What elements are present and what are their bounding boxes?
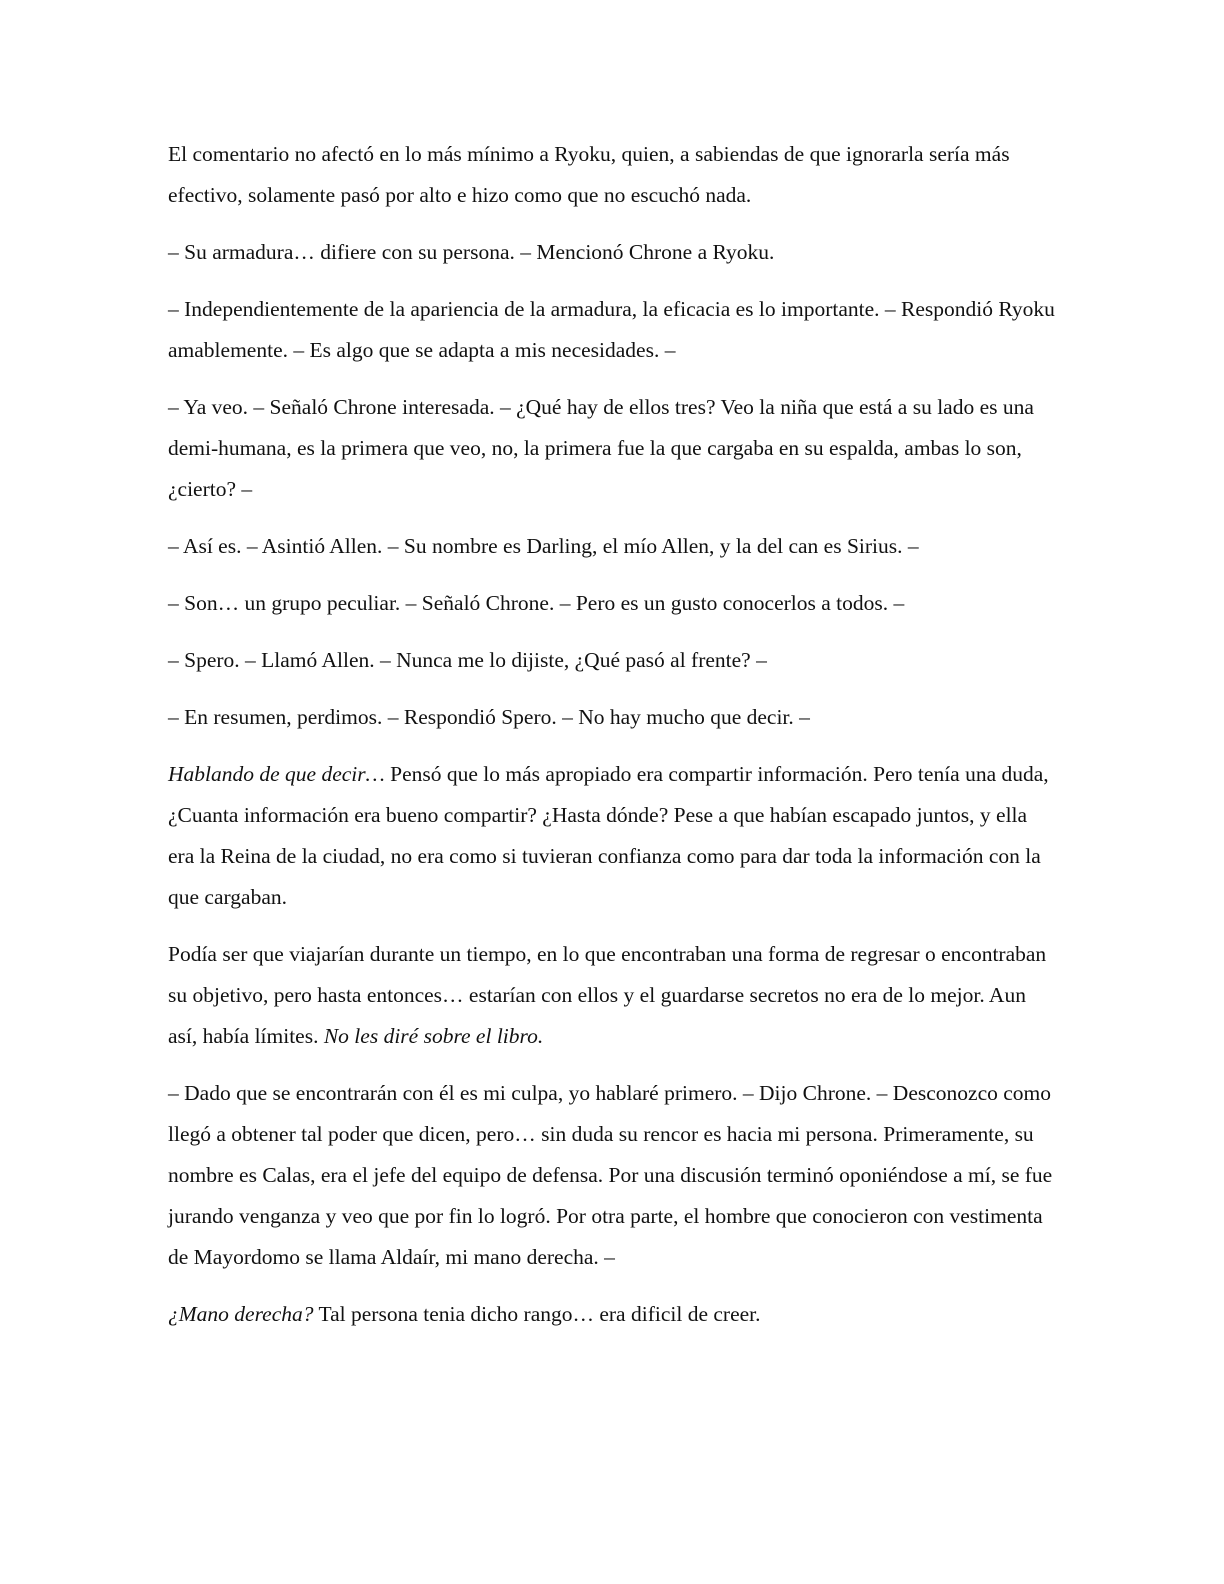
paragraph-10 <box>168 934 1058 1057</box>
paragraph-7-text: – Spero. – Llamó Allen. – Nunca me lo dijiste, ¿Qué pasó al frente? – <box>168 648 767 672</box>
paragraph-11 <box>168 1073 1058 1278</box>
paragraph-10-italic: No les diré sobre el libro. <box>323 1024 544 1048</box>
paragraph-9-italic: Hablando de que decir… <box>168 762 385 786</box>
paragraph-8-text: – En resumen, perdimos. – Respondió Spero. – No hay mucho que decir. – <box>168 705 810 729</box>
paragraph-8 <box>168 697 1058 738</box>
paragraph-5-text: – Así es. – Asintió Allen. – Su nombre es Darling, el mío Allen, y la del can es Sirius. – <box>168 534 919 558</box>
paragraph-4 <box>168 387 1058 510</box>
paragraph-6-text: – Son… un grupo peculiar. – Señaló Chrone. – Pero es un gusto conocerlos a todos. – <box>168 591 905 615</box>
paragraph-3-text: – Independientemente de la apariencia de la armadura, la eficacia es lo importante. – Respondió Ryoku amablemente. – Es algo que se adapta a mis necesidades. – <box>168 297 1055 362</box>
paragraph-7 <box>168 640 1058 681</box>
paragraph-6 <box>168 583 1058 624</box>
paragraph-12-italic: ¿Mano derecha? <box>168 1302 314 1326</box>
paragraph-12-text: Tal persona tenia dicho rango… era dificil de creer. <box>313 1302 761 1326</box>
paragraph-2-text: – Su armadura… difiere con su persona. – Mencionó Chrone a Ryoku. <box>168 240 775 264</box>
paragraph-10-text: Podía ser que viajarían durante un tiempo, en lo que encontraban una forma de regresar o encontraban su objetivo, pero hasta entonces… estarían con ellos y el guardarse secretos no era de lo mejor. Aun así, había límites. <box>168 942 1047 1048</box>
document-page <box>168 134 1058 1351</box>
paragraph-4-text: – Ya veo. – Señaló Chrone interesada. – ¿Qué hay de ellos tres? Veo la niña que está a su lado es una demi-humana, es la primera que veo, no, la primera fue la que cargaba en su espalda, ambas lo son, ¿cierto? – <box>168 395 1034 501</box>
paragraph-12 <box>168 1294 1058 1335</box>
paragraph-9 <box>168 754 1058 918</box>
paragraph-1 <box>168 134 1058 216</box>
paragraph-3 <box>168 289 1058 371</box>
paragraph-5 <box>168 526 1058 567</box>
paragraph-1-text: El comentario no afectó en lo más mínimo a Ryoku, quien, a sabiendas de que ignorarla sería más efectivo, solamente pasó por alto e hizo como que no escuchó nada. <box>168 142 1010 207</box>
paragraph-2 <box>168 232 1058 273</box>
paragraph-9-text: Pensó que lo más apropiado era compartir información. Pero tenía una duda, ¿Cuanta información era bueno compartir? ¿Hasta dónde? Pese a que habían escapado juntos, y ella era la Reina de la ciudad, no era como si tuvieran confianza como para dar toda la información con la que cargaban. <box>168 762 1049 909</box>
paragraph-11-text: – Dado que se encontrarán con él es mi culpa, yo hablaré primero. – Dijo Chrone. – Desconozco como llegó a obtener tal poder que dicen, pero… sin duda su rencor es hacia mi persona. Primeramente, su nombre es Calas, era el jefe del equipo de defensa. Por una discusión terminó oponiéndose a mí, se fue jurando venganza y veo que por fin lo logró. Por otra parte, el hombre que conocieron con vestimenta de Mayordomo se llama Aldaír, mi mano derecha. – <box>168 1081 1053 1269</box>
